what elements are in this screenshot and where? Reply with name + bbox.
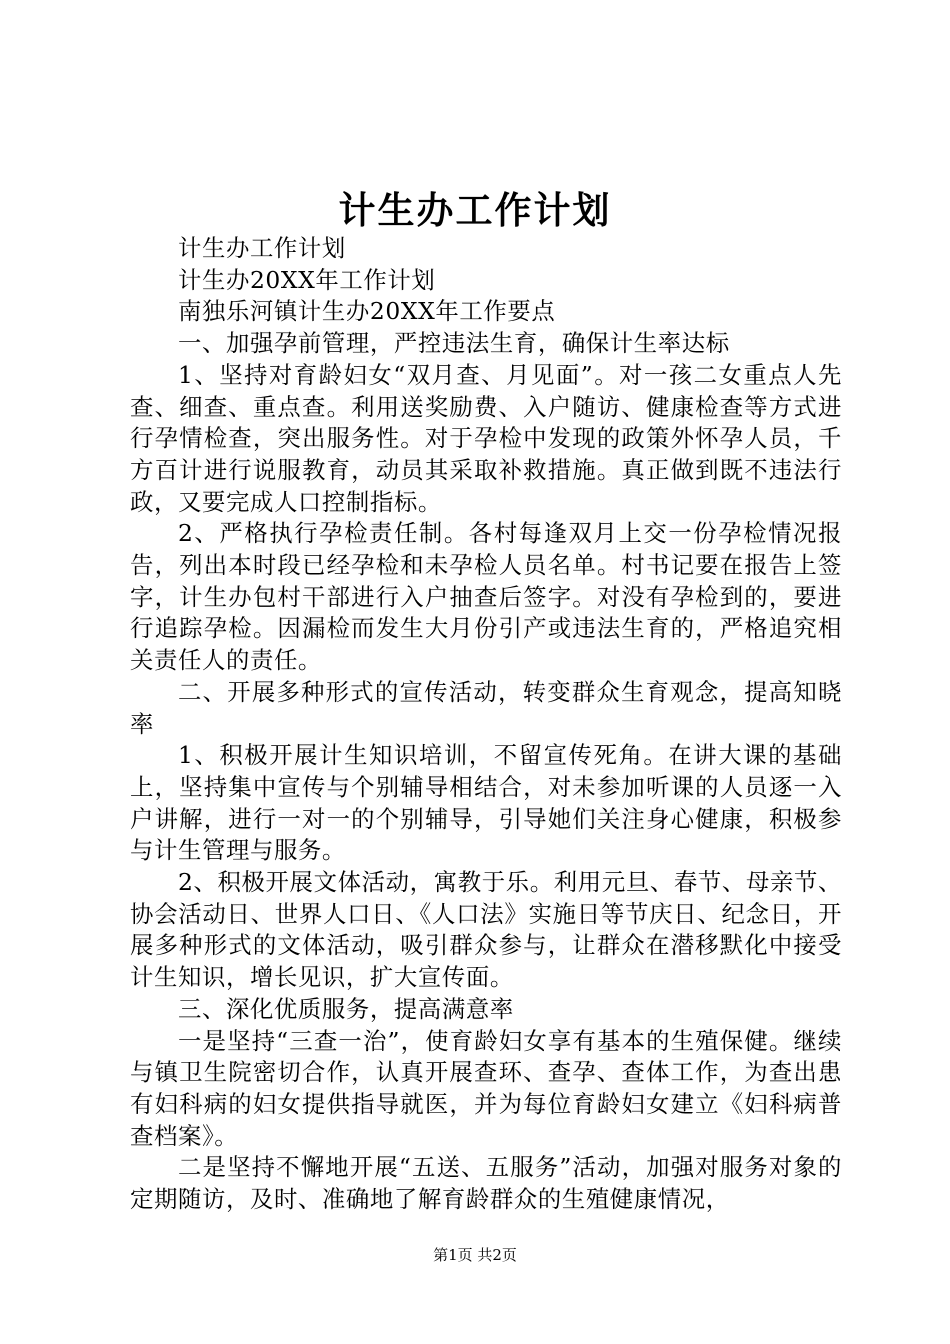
- document-body: [130, 233, 842, 1216]
- section-heading: 一、加强孕前管理，严控违法生育，确保计生率达标: [177, 329, 730, 358]
- page-number-footer: 第1页 共2页: [433, 1246, 517, 1264]
- paragraph: 一是坚持“三查一治”，使育龄妇女享有基本的生殖保健。继续与镇卫生院密切合作，认真开展查环、查孕、查体工作，为查出患有妇科病的妇女提供指导就医，并为每位育龄妇女建立《妇科病普查档案》。: [130, 1026, 842, 1150]
- paragraph: 2、积极开展文体活动，寓教于乐。利用元旦、春节、母亲节、协会活动日、世界人口日、《人口法》实施日等节庆日、纪念日，开展多种形式的文体活动，吸引群众参与，让群众在潜移默化中接受计生知识，增长见识，扩大宣传面。: [130, 868, 842, 992]
- document-title: 计生办工作计划: [338, 188, 612, 232]
- paragraph: 2、严格执行孕检责任制。各村每逢双月上交一份孕检情况报告，列出本时段已经孕检和未孕检人员名单。村书记要在报告上签字，计生办包村干部进行入户抽查后签字。对没有孕检到的，要进行追踪孕检。因漏检而发生大月份引产或违法生育的，严格追究相关责任人的责任。: [130, 519, 842, 675]
- paragraph: 计生办工作计划: [177, 234, 346, 262]
- paragraph: 二是坚持不懈地开展“五送、五服务”活动，加强对服务对象的定期随访，及时、准确地了解育龄群众的生殖健康情况，: [130, 1153, 842, 1214]
- section-heading: 三、深化优质服务，提高满意率: [177, 994, 514, 1023]
- paragraph: 1、坚持对育龄妇女“双月查、月见面”。对一孩二女重点人先查、细查、重点查。利用送奖励费、入户随访、健康检查等方式进行孕情检查，突出服务性。对于孕检中发现的政策外怀孕人员，千方百计进行说服教育，动员其采取补救措施。真正做到既不违法行政，又要完成人口控制指标。: [130, 360, 842, 516]
- section-heading: 二、开展多种形式的宣传活动，转变群众生育观念，提高知晓率: [130, 677, 842, 738]
- paragraph: 南独乐河镇计生办20XX年工作要点: [177, 297, 556, 326]
- paragraph: 1、积极开展计生知识培训，不留宣传死角。在讲大课的基础上，坚持集中宣传与个别辅导相结合，对未参加听课的人员逐一入户讲解，进行一对一的个别辅导，引导她们关注身心健康，积极参与计生管理与服务。: [130, 741, 842, 865]
- paragraph: 计生办20XX年工作计划: [177, 265, 436, 294]
